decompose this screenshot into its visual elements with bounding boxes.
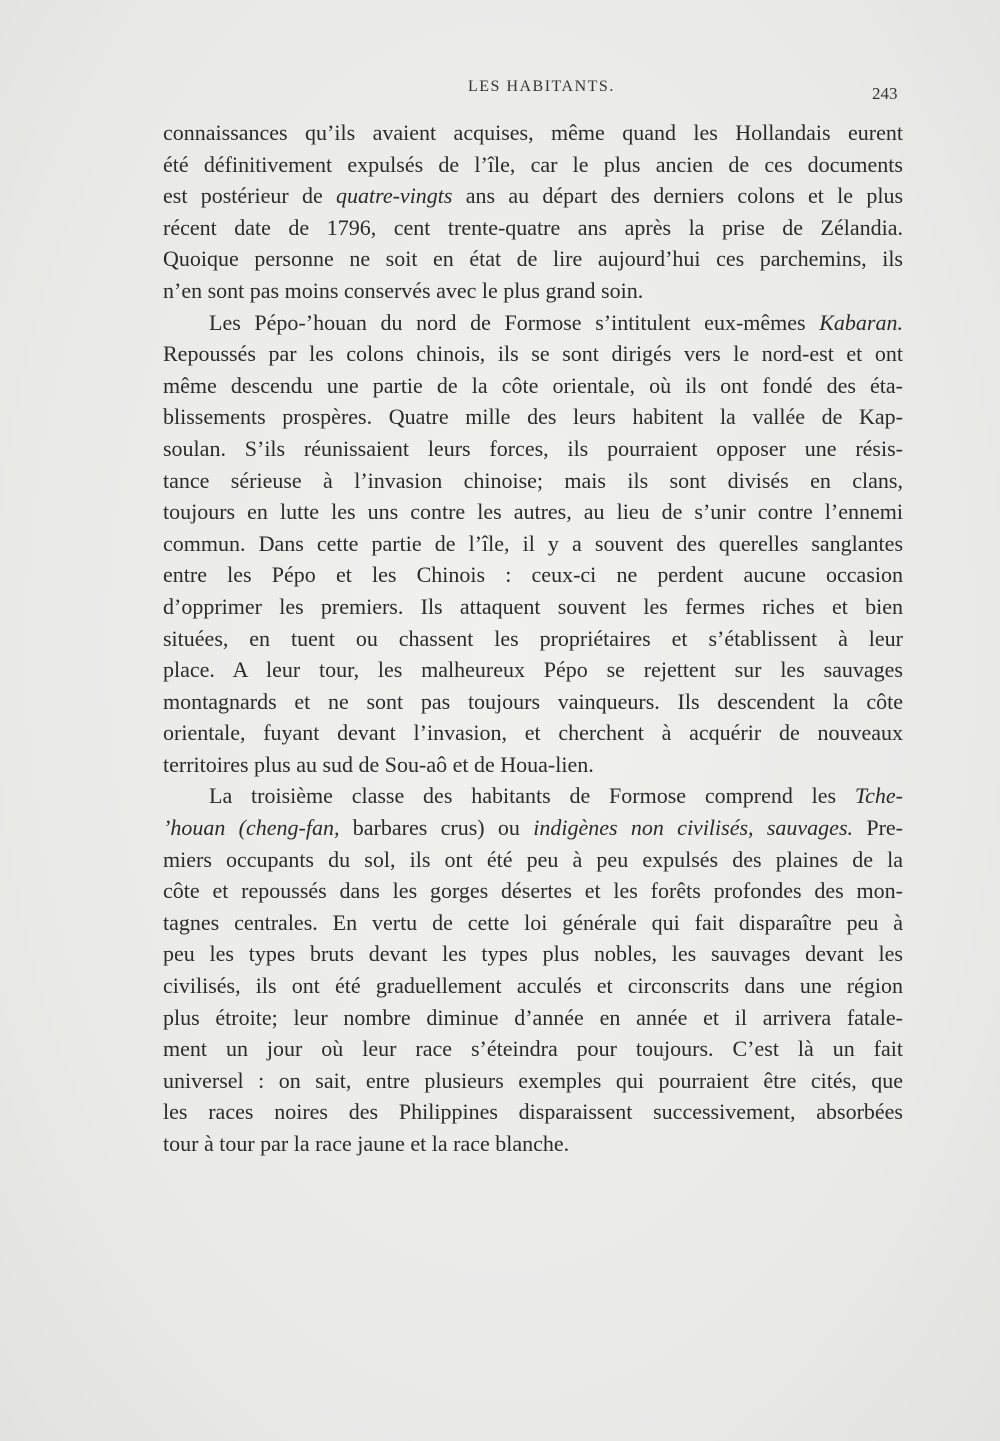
text-run: situées, en tuent ou chassent les propriétaires et s’établissent à leur bbox=[163, 625, 903, 651]
text-run: soulan. S’ils réunissaient leurs forces, ils pourraient opposer une résis- bbox=[163, 435, 903, 461]
text-line bbox=[163, 528, 903, 560]
running-head bbox=[0, 78, 1000, 102]
text-line bbox=[163, 875, 903, 907]
text-run: tour à tour par la race jaune et la race blanche. bbox=[163, 1131, 570, 1156]
italic-text: quatre-vingts bbox=[335, 183, 453, 209]
text-line bbox=[163, 1002, 903, 1034]
italic-text: ’houan (cheng-fan, bbox=[163, 815, 340, 841]
text-run: plus étroite; leur nombre diminue d’année en année et il arrivera fatale- bbox=[163, 1004, 903, 1030]
text-line bbox=[163, 844, 903, 876]
text-line bbox=[163, 433, 903, 465]
text-line bbox=[163, 591, 903, 623]
text-line bbox=[163, 180, 903, 212]
text-line bbox=[163, 623, 903, 655]
text-run: est postérieur de bbox=[163, 183, 336, 209]
text-run: universel : on sait, entre plusieurs exemples qui pourraient être cités, que bbox=[163, 1067, 903, 1093]
text-line bbox=[163, 1065, 903, 1097]
text-line bbox=[163, 465, 903, 497]
text-run: Pre- bbox=[853, 815, 903, 841]
text-run: commun. Dans cette partie de l’île, il y a souvent des querelles sanglantes bbox=[163, 530, 903, 556]
text-run: Quoique personne ne soit en état de lire aujourd’hui ces parchemins, ils bbox=[163, 246, 903, 272]
text-line bbox=[163, 938, 903, 970]
text-run: été définitivement expulsés de l’île, car le plus ancien de ces documents bbox=[163, 151, 903, 177]
text-run: ment un jour où leur race s’éteindra pour toujours. C’est là un fait bbox=[163, 1036, 903, 1062]
text-line bbox=[163, 1033, 903, 1065]
text-line bbox=[163, 401, 903, 433]
text-run: miers occupants du sol, ils ont été peu à peu expulsés des plaines de la bbox=[163, 846, 903, 872]
text-line bbox=[163, 307, 903, 339]
text-run: ans au départ des derniers colons et le plus bbox=[452, 183, 904, 209]
text-run: récent date de 1796, cent trente-quatre ans après la prise de Zélandia. bbox=[163, 214, 903, 240]
text-run: n’en sont pas moins conservés avec le plus grand soin. bbox=[163, 277, 644, 303]
text-run: côte et repoussés dans les gorges désertes et les forêts profondes des mon- bbox=[163, 878, 903, 904]
text-run: tance sérieuse à l’invasion chinoise; mais ils sont divisés en clans, bbox=[163, 467, 903, 493]
text-run: d’opprimer les premiers. Ils attaquent souvent les fermes riches et bien bbox=[163, 593, 903, 619]
text-run: blissements prospères. Quatre mille des leurs habitent la vallée de Kap- bbox=[163, 404, 903, 430]
page-number: 243 bbox=[872, 84, 898, 103]
text-line bbox=[163, 243, 903, 275]
text-line bbox=[163, 212, 903, 244]
text-line bbox=[163, 1096, 903, 1128]
text-run: La troisième classe des habitants de Formose comprend les bbox=[209, 783, 855, 809]
italic-text: Kabaran. bbox=[819, 309, 903, 335]
text-line bbox=[163, 686, 903, 718]
text-run: place. A leur tour, les malheureux Pépo se rejettent sur les sauvages bbox=[163, 657, 903, 683]
text-line bbox=[163, 1128, 903, 1160]
text-run: civilisés, ils ont été graduellement acculés et circonscrits dans une région bbox=[163, 973, 903, 999]
text-line bbox=[163, 812, 903, 844]
text-run: peu les types bruts devant les types plus nobles, les sauvages devant les bbox=[163, 941, 903, 967]
text-line bbox=[163, 907, 903, 939]
running-title: LES HABITANTS. bbox=[468, 78, 615, 95]
text-run: connaissances qu’ils avaient acquises, même quand les Hollandais eurent bbox=[163, 120, 903, 145]
text-line bbox=[163, 970, 903, 1002]
text-line bbox=[163, 559, 903, 591]
text-line bbox=[163, 149, 903, 181]
text-run: tagnes centrales. En vertu de cette loi générale qui fait disparaître peu à bbox=[163, 909, 903, 935]
text-line bbox=[163, 496, 903, 528]
italic-text: Tche- bbox=[854, 783, 903, 809]
italic-text: indigènes non civilisés, sauvages. bbox=[533, 815, 854, 841]
text-run: Les Pépo-’houan du nord de Formose s’intitulent eux-mêmes bbox=[209, 309, 820, 335]
text-run: territoires plus au sud de Sou-aô et de Houa-lien. bbox=[163, 751, 594, 777]
text-line bbox=[163, 780, 903, 812]
text-line bbox=[163, 370, 903, 402]
text-run: Repoussés par les colons chinois, ils se sont dirigés vers le nord-est et ont bbox=[163, 341, 903, 367]
text-line bbox=[163, 749, 903, 781]
text-line bbox=[163, 338, 903, 370]
text-line bbox=[163, 275, 903, 307]
text-line bbox=[163, 654, 903, 686]
text-run: toujours en lutte les uns contre les autres, au lieu de s’unir contre l’ennemi bbox=[163, 499, 903, 525]
text-line bbox=[163, 717, 903, 749]
text-run: montagnards et ne sont pas toujours vainqueurs. Ils descendent la côte bbox=[163, 688, 903, 714]
text-run: orientale, fuyant devant l’invasion, et cherchent à acquérir de nouveaux bbox=[163, 720, 903, 746]
text-run: même descendu une partie de la côte orientale, où ils ont fondé des éta- bbox=[163, 372, 903, 398]
text-run: barbares crus) ou bbox=[339, 815, 534, 841]
text-run: les races noires des Philippines disparaissent successivement, absorbées bbox=[163, 1099, 903, 1125]
body-text bbox=[163, 117, 903, 1160]
text-line bbox=[163, 117, 903, 149]
text-run: entre les Pépo et les Chinois : ceux-ci ne perdent aucune occasion bbox=[163, 562, 903, 588]
